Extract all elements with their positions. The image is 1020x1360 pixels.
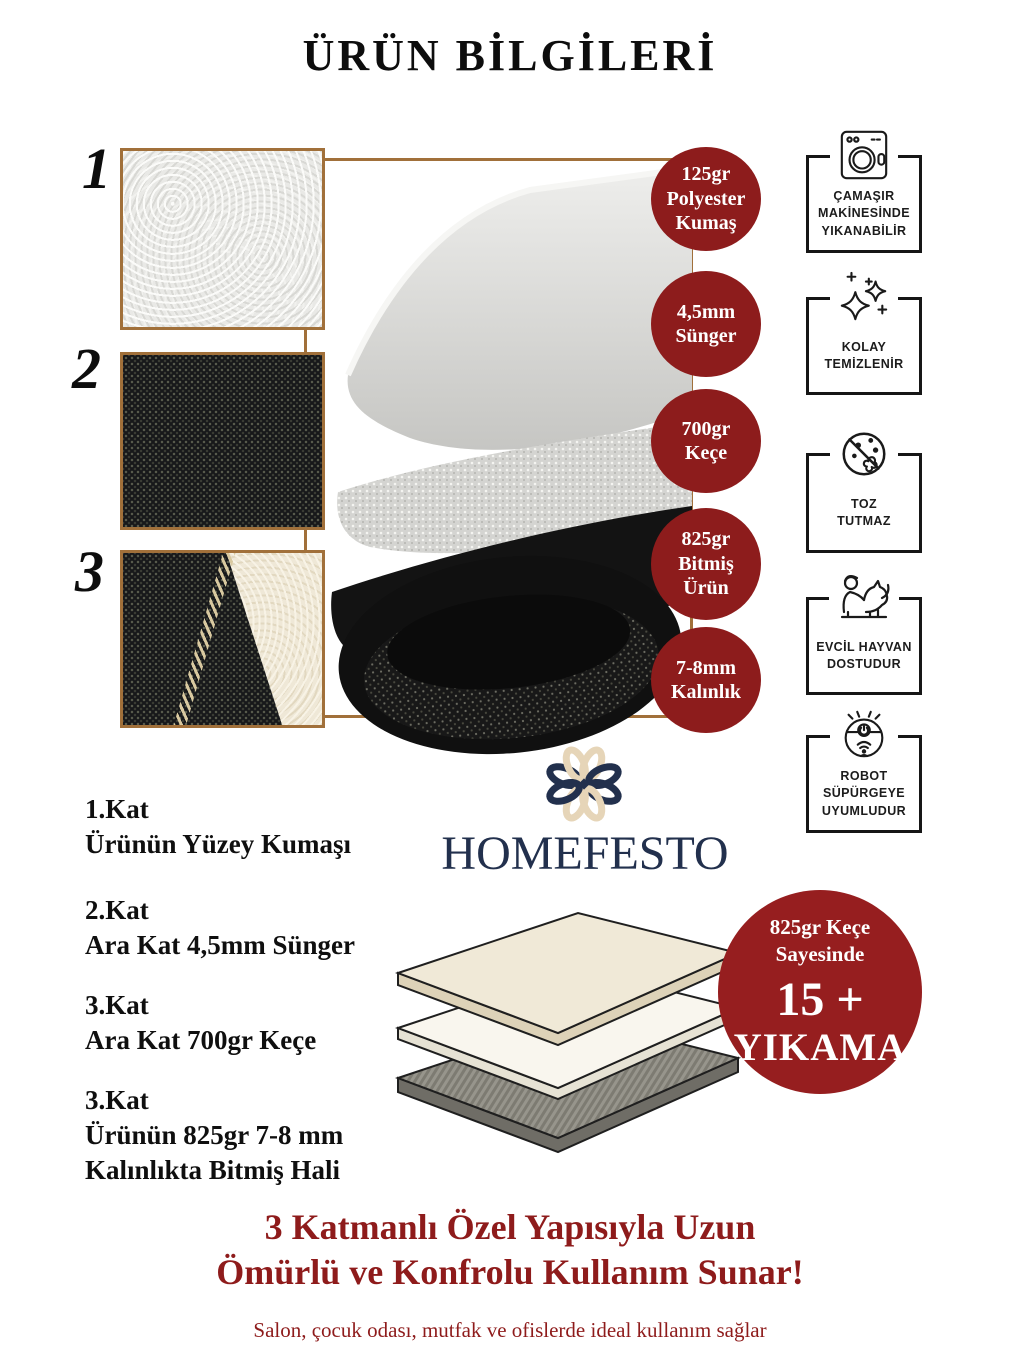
badge-thickness: 7-8mm Kalınlık <box>651 627 761 733</box>
page-title: ÜRÜN BİLGİLERİ <box>302 31 718 80</box>
sparkles-icon <box>830 270 898 324</box>
washing-machine-icon <box>830 128 898 182</box>
feature-pet-friendly: EVCİL HAYVAN DOSTUDUR <box>806 597 922 695</box>
layer-1-number: 1 <box>82 136 111 201</box>
connector-line-2-3 <box>304 530 307 550</box>
sheet-stack-diagram <box>383 903 755 1155</box>
connector-line-1-2 <box>304 328 307 352</box>
robot-vacuum-icon <box>830 708 898 762</box>
feature-machine-washable: ÇAMAŞIR MAKİNESİNDE YIKANABİLİR <box>806 155 922 253</box>
tagline: 3 Katmanlı Özel Yapısıyla Uzun Ömürlü ve Konfrolu Kullanım Sunar! <box>216 1207 804 1292</box>
layer-2-number: 2 <box>72 336 101 401</box>
layers-photo <box>330 160 692 755</box>
pet-friendly-icon <box>829 570 899 620</box>
brand-knot-icon <box>543 743 625 825</box>
layer-description-3: 3.Kat Ara Kat 700gr Keçe <box>85 990 317 1056</box>
footer-note: Salon, çocuk odası, mutfak ve ofislerde ideal kullanım sağlar <box>253 1318 767 1342</box>
layer-description-2: 2.Kat Ara Kat 4,5mm Sünger <box>85 895 355 961</box>
brand-wordmark: HOMEFESTO <box>441 827 729 880</box>
badge-polyester: 125gr Polyester Kumaş <box>651 147 761 251</box>
badge-felt: 700gr Keçe <box>651 389 761 493</box>
badge-finished-product: 825gr Bitmiş Ürün <box>651 508 761 620</box>
feature-no-dust: TOZ TUTMAZ <box>806 453 922 553</box>
layers-photo-illustration <box>330 160 692 755</box>
layer-description-1: 1.Kat Ürünün Yüzey Kumaşı <box>85 794 352 860</box>
layer-description-4: 3.Kat Ürünün 825gr 7-8 mm Kalınlıkta Bitmiş Hali <box>85 1085 344 1186</box>
layer-3-texture <box>120 550 325 728</box>
feature-easy-clean: KOLAY TEMİZLENİR <box>806 297 922 395</box>
layer-2-texture <box>120 352 325 530</box>
layer-3-number: 3 <box>75 539 104 604</box>
layer-3-stitch-seam <box>170 550 237 728</box>
no-dust-icon <box>830 426 898 480</box>
feature-robot-vacuum: ROBOT SÜPÜRGEYE UYUMLUDUR <box>806 735 922 833</box>
wash-count-circle: 825gr Keçe Sayesinde 15 + YIKAMA <box>718 890 922 1094</box>
layer-1-texture <box>120 148 325 330</box>
badge-sponge: 4,5mm Sünger <box>651 271 761 377</box>
